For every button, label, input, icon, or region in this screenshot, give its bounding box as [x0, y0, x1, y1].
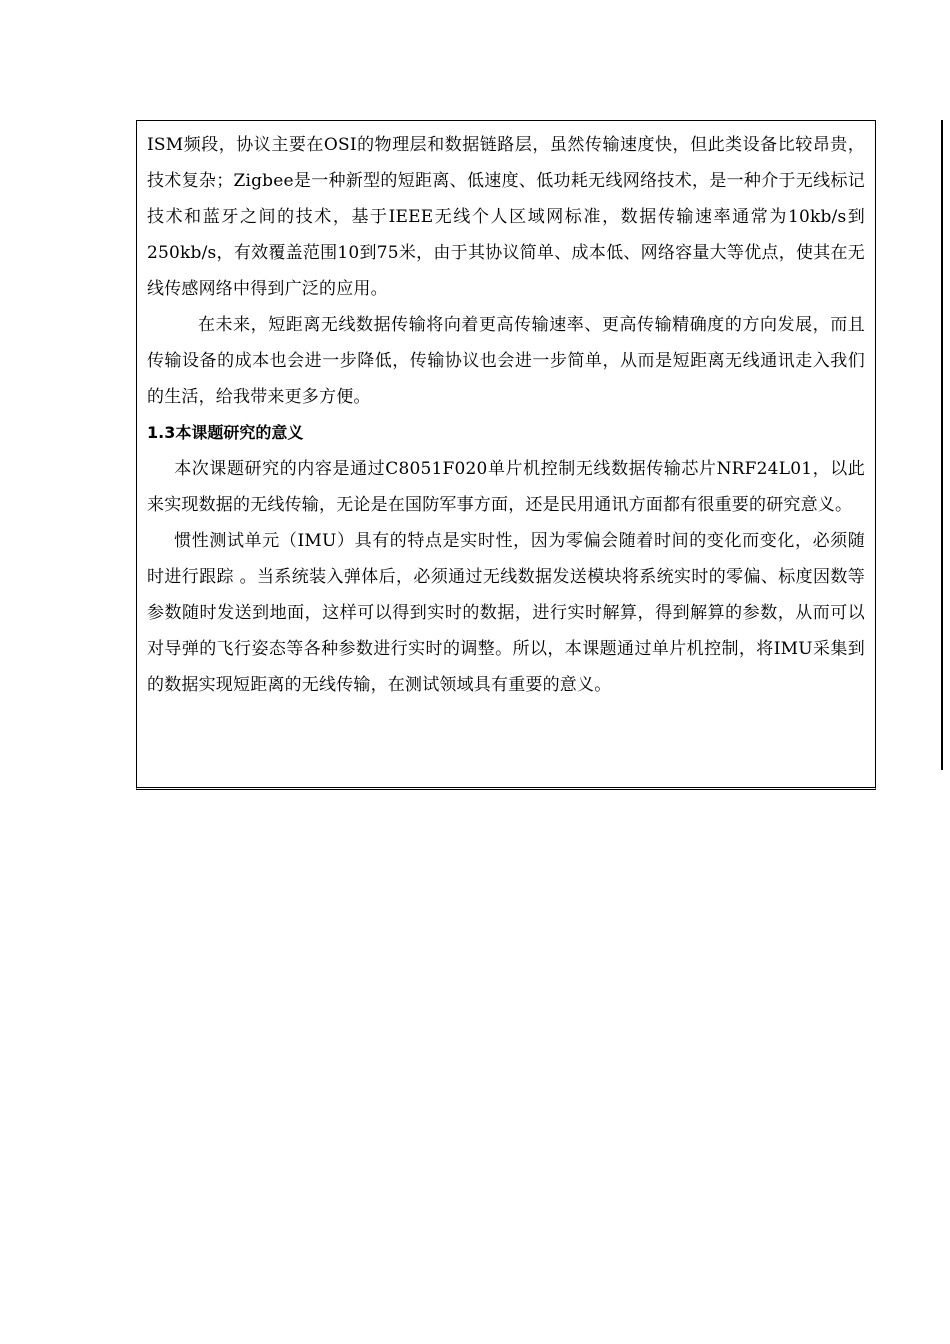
paragraph-research-content: 本次课题研究的内容是通过C8051F020单片机控制无线数据传输芯片NRF24L01，以此来实现数据的无线传输，无论是在国防军事方面，还是民用通讯方面都有很重要的研究意义。	[147, 459, 865, 515]
paragraph-zigbee-overview: ISM频段，协议主要在OSI的物理层和数据链路层，虽然传输速度快，但此类设备比较昂贵，技术复杂；Zigbee是一种新型的短距离、低速度、低功耗无线网络技术，是一种介于无线标记技术和蓝牙之间的技术，基于IEEE无线个人区域网标准，数据传输速率通常为10kb/s到250kb/s，有效覆盖范围10到75米，由于其协议简单、成本低、网络容量大等优点，使其在无线传感网络中得到广泛的应用。	[147, 135, 865, 299]
bordered-text-frame	[136, 120, 876, 790]
section-heading: 1.3本课题研究的意义	[147, 423, 304, 442]
paragraph-future-outlook: 在未来，短距离无线数据传输将向着更高传输速率、更高传输精确度的方向发展，而且传输设备的成本也会进一步降低，传输协议也会进一步简单，从而是短距离无线通讯走入我们的生活，给我带来更多方便。	[147, 315, 865, 407]
adjacent-frame-border	[941, 120, 943, 770]
paragraph-imu-significance: 惯性测试单元（IMU）具有的特点是实时性，因为零偏会随着时间的变化而变化，必须随时进行跟踪 。当系统装入弹体后，必须通过无线数据发送模块将系统实时的零偏、标度因数等参数随时发送到地面，这样可以得到实时的数据，进行实时解算，得到解算的参数，从而可以对导弹的飞行姿态等各种参数进行实时的调整。所以，本课题通过单片机控制，将IMU采集到的数据实现短距离的无线传输，在测试领域具有重要的意义。	[147, 531, 865, 695]
